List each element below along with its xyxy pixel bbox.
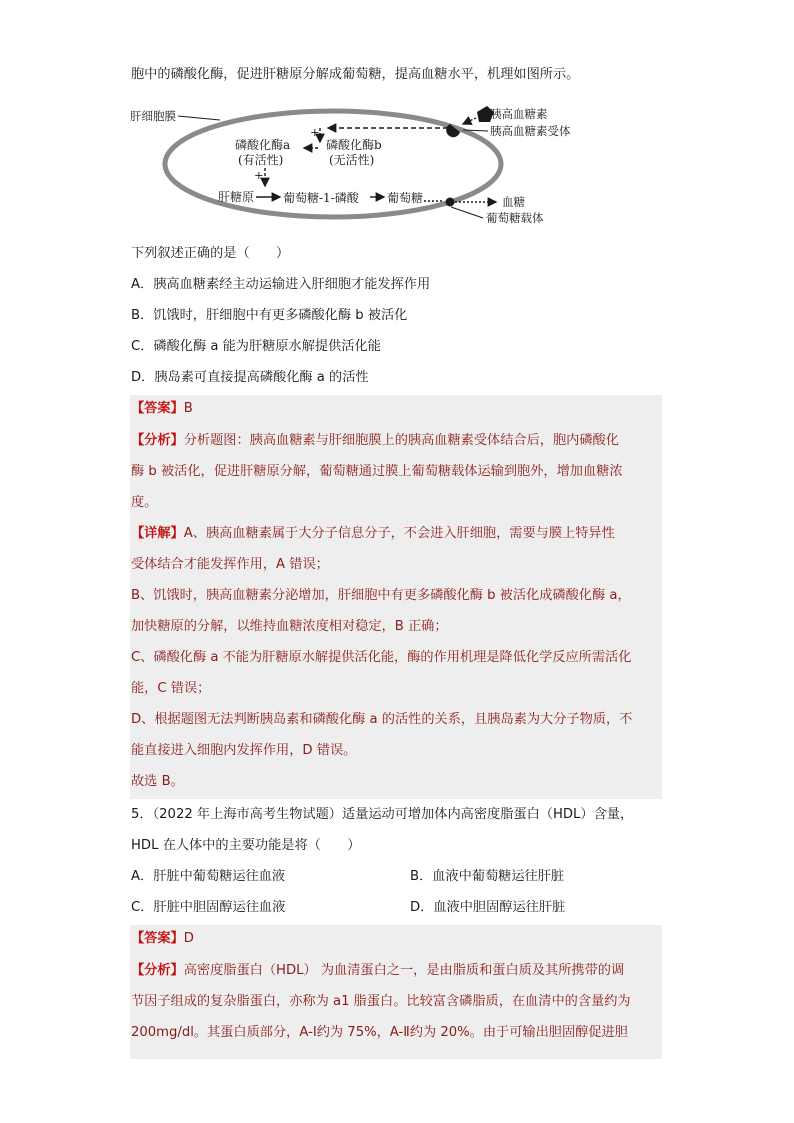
- carrier-label: 葡萄糖载体: [486, 211, 544, 225]
- analysis-tag: 【分析】: [131, 963, 184, 978]
- analysis-text: 分析题图：胰高血糖素与肝细胞膜上的胰高血糖素受体结合后，胞内磷酸化: [183, 433, 619, 448]
- q4-detail-line-4: 加快糖原的分解，以维持血糖浓度相对稳定，B 正确；: [131, 619, 448, 634]
- q5-stem-line-2: HDL 在人体中的主要功能是将（ ）: [131, 838, 361, 853]
- receptor-label: 胰高血糖素受体: [490, 124, 571, 138]
- detail-tag: 【详解】: [131, 526, 184, 541]
- q5-option-b: B．血液中葡萄糖运往肝脏: [410, 869, 565, 884]
- q4-analysis-line-2: 酶 b 被活化，促进肝糖原分解，葡萄糖通过膜上葡萄糖载体运输到胞外，增加血糖浓: [131, 464, 623, 479]
- intro-text: 胞中的磷酸化酶，促进肝糖原分解成葡萄糖，提高血糖水平，机理如图所示。: [131, 67, 580, 82]
- glucagon-label: 胰高血糖素: [490, 107, 548, 121]
- glucose-carrier: [446, 198, 455, 207]
- q4-option-c: C．磷酸化酶 a 能为肝糖原水解提供活化能: [131, 339, 381, 354]
- answer-value: B: [183, 401, 193, 416]
- enzyme-b-state: (无活性): [329, 153, 375, 167]
- q4-detail-line-9: 故选 B。: [131, 774, 184, 789]
- glycogen-label: 肝糖原: [218, 190, 255, 204]
- q4-detail-line-8: 能直接进入细胞内发挥作用，D 错误。: [131, 743, 357, 758]
- q5-analysis-line-2: 节因子组成的复杂脂蛋白，亦称为 a1 脂蛋白。比较富含磷脂质，在血清中的含量约为: [131, 994, 631, 1009]
- plus-sign-bottom: +: [254, 168, 264, 182]
- q4-detail-line-2: 受体结合才能发挥作用，A 错误；: [131, 557, 329, 572]
- q5-analysis-line-1: [131, 961, 624, 981]
- g1p-label: 葡萄糖-1-磷酸: [283, 191, 359, 205]
- glucagon-mechanism-diagram: [128, 98, 598, 230]
- q4-detail-line-3: B、饥饿时，胰高血糖素分泌增加，肝细胞中有更多磷酸化酶 b 被活化成磷酸化酶 a，: [131, 588, 631, 603]
- answer-tag: 【答案】: [131, 401, 184, 416]
- answer-tag: 【答案】: [131, 931, 184, 946]
- q4-option-b: B．饥饿时，肝细胞中有更多磷酸化酶 b 被活化: [131, 308, 408, 323]
- q4-detail-line-5: C、磷酸化酶 a 不能为肝糖原水解提供活化能，酶的作用机理是降低化学反应所需活化: [131, 650, 632, 665]
- q4-option-a: A．胰高血糖素经主动运输进入肝细胞才能发挥作用: [131, 277, 431, 292]
- blood-sugar-label: 血糖: [502, 195, 525, 209]
- membrane-label: 肝细胞膜: [130, 109, 176, 123]
- q4-detail-line-6: 能，C 错误；: [131, 681, 211, 696]
- q5-analysis-line-3: 200mg/dl。其蛋白质部分，A-Ⅰ约为 75%，A-Ⅱ约为 20%。由于可输出胆固醇促进胆: [131, 1025, 628, 1040]
- q4-analysis-line-3: 度。: [131, 495, 158, 510]
- analysis-tag: 【分析】: [131, 433, 184, 448]
- detail-text: A、胰高血糖素属于大分子信息分子，不会进入肝细胞，需要与膜上特异性: [183, 526, 615, 541]
- answer-value: D: [183, 931, 194, 946]
- q5-stem-line-1: 5．（2022 年上海市高考生物试题）适量运动可增加体内高密度脂蛋白（HDL）含量，: [131, 807, 634, 822]
- q5-option-c: C．肝脏中胆固醇运往血液: [131, 900, 286, 915]
- q5-option-a: A．肝脏中葡萄糖运往血液: [131, 869, 286, 884]
- analysis-text: 高密度脂蛋白（HDL） 为血清蛋白之一，是由脂质和蛋白质及其所携带的调: [183, 963, 625, 978]
- enzyme-b-label: 磷酸化酶b: [326, 138, 382, 152]
- q5-answer: [131, 929, 194, 949]
- q4-stem: 下列叙述正确的是（ ）: [131, 246, 290, 261]
- q4-answer: [131, 399, 193, 419]
- q4-analysis-line-1: [131, 431, 619, 451]
- q4-option-d: D．胰岛素可直接提高磷酸化酶 a 的活性: [131, 370, 369, 385]
- q5-option-d: D．血液中胆固醇运往肝脏: [410, 900, 566, 915]
- glucose-label: 葡萄糖: [387, 191, 424, 205]
- plus-sign-top: +: [310, 125, 320, 139]
- q4-detail-line-1: [131, 524, 615, 544]
- q4-detail-line-7: D、根据题图无法判断胰岛素和磷酸化酶 a 的活性的关系，且胰岛素为大分子物质，不: [131, 712, 633, 727]
- enzyme-a-state: (有活性): [238, 153, 284, 167]
- enzyme-a-label: 磷酸化酶a: [235, 138, 291, 152]
